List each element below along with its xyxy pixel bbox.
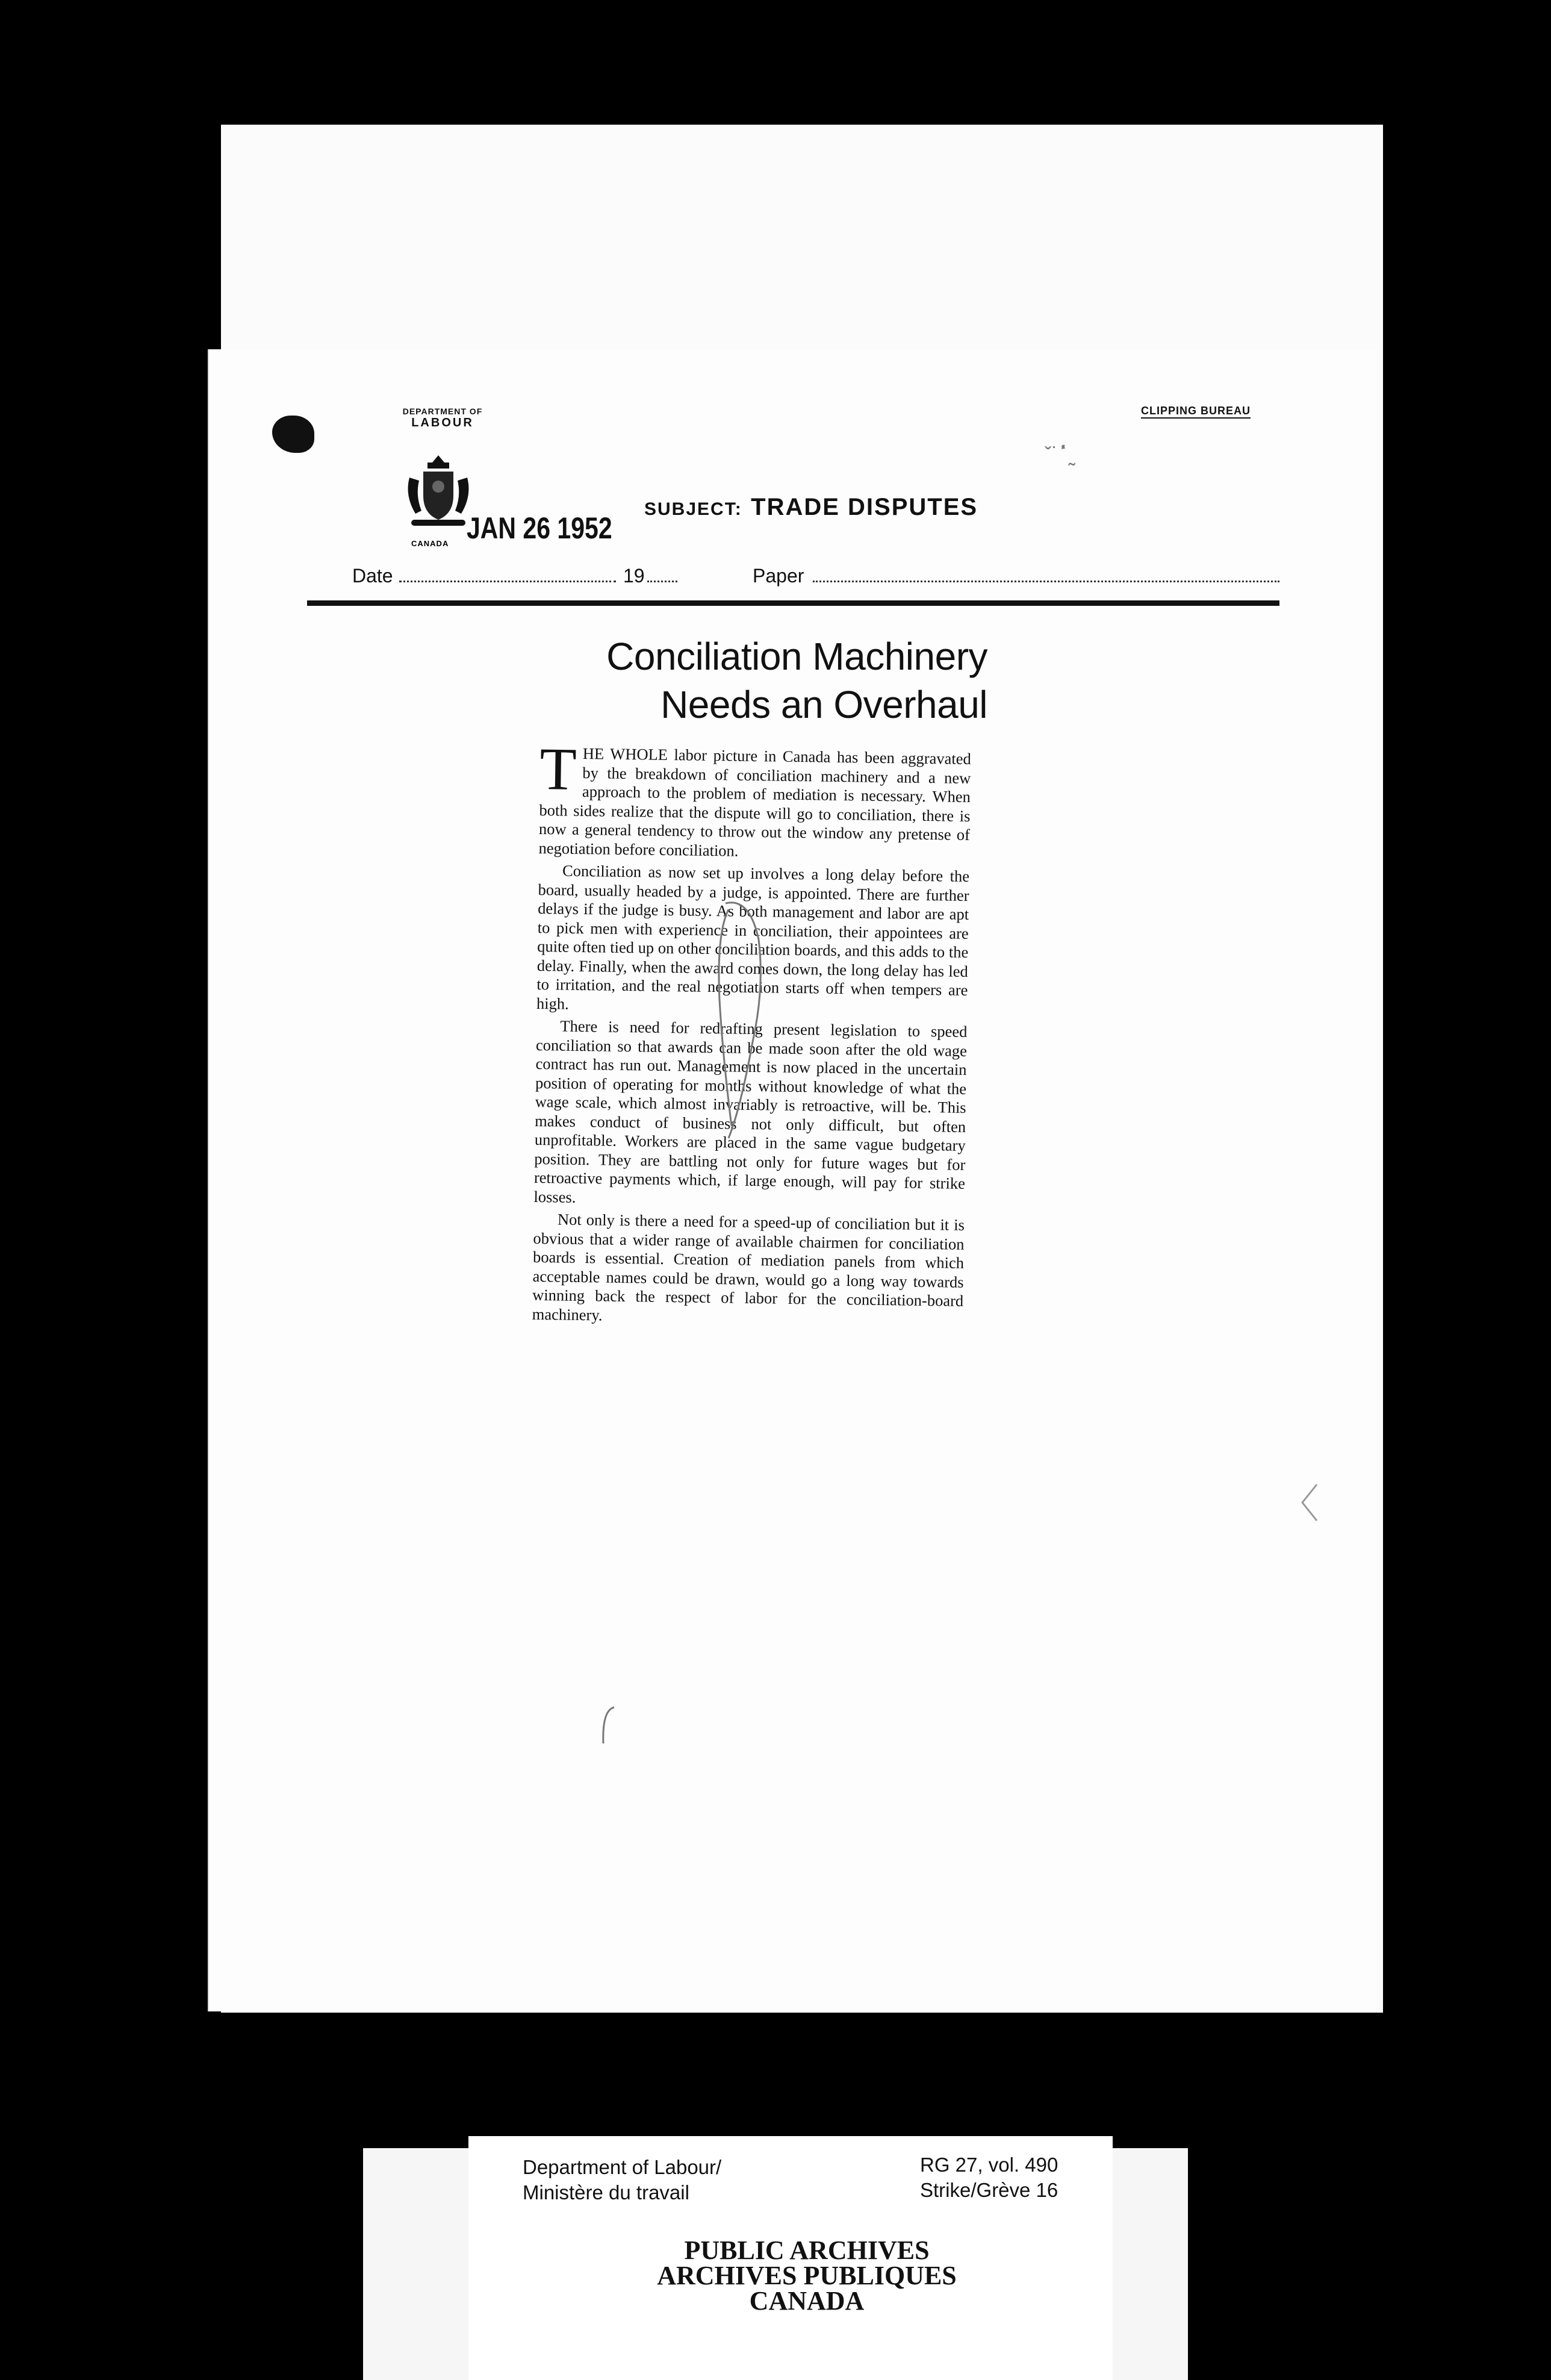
archive-reference bbox=[920, 2152, 1058, 2203]
coat-of-arms-icon bbox=[402, 450, 474, 535]
date-stamp: JAN 26 1952 bbox=[467, 511, 612, 545]
subject-label: SUBJECT: bbox=[644, 499, 742, 519]
subject-value: TRADE DISPUTES bbox=[751, 494, 978, 520]
headline-line-2: Needs an Overhaul bbox=[660, 683, 987, 726]
paragraph-3: There is need for redrafting present legislation to speed conciliation so that awards can be made soon after the old wage contract has run out. Management is now placed in the uncertain position of operating for months without knowledge of what the wage scale, which almost invariably is retroactive, will be. This makes conduct of business not only difficult, but often unprofitable. Workers are placed in the same vague budgetary position. They are battling not only for future wages but for retroactive payments which, if large enough, will pay for strike losses. bbox=[533, 1017, 968, 1206]
department-header bbox=[373, 407, 512, 430]
department-french: Ministère du travail bbox=[523, 2181, 689, 2204]
subject-line bbox=[644, 494, 978, 521]
archive-department bbox=[523, 2155, 721, 2205]
headline bbox=[578, 632, 987, 729]
handwritten-mark: ˇ˙˙ٔ˷ bbox=[1045, 443, 1075, 466]
paragraph-2: Conciliation as now set up involves a long delay before the board, usually headed by a judge, is appointed. There are further delays if the judge is busy. As both management and labor are apt to pick men with experience in conciliation, their appointees are quite often tied up on other conciliation boards, and this adds to the delay. Finally, when the award comes down, the long delay has led to irritation, and the real negotiation starts off when tempers are high. bbox=[536, 861, 970, 1013]
date-label: Date bbox=[352, 565, 393, 587]
paragraph-1: THE WHOLE labor picture in Canada has been aggravated by the breakdown of conciliation machinery and a new approach to the problem of mediation is necessary. When both sides realize that the dispute will go to conciliation, there is now a general tendency to throw out the window any pretense of negotiation before conciliation. bbox=[538, 735, 971, 860]
pencil-mark bbox=[1298, 1481, 1322, 1524]
paragraph-4: Not only is there a need for a speed-up of conciliation but it is obvious that a wider range of available chairmen for conciliation boards is essential. Creation of mediation panels from which acceptable names could be drawn, would go a long way towards winning back the respect of labor for the conciliation-board machinery. bbox=[532, 1210, 965, 1324]
paper-label: Paper bbox=[753, 565, 804, 587]
archives-french: ARCHIVES PUBLIQUES bbox=[657, 2261, 957, 2290]
header-rule bbox=[307, 600, 1279, 606]
headline-line-1: Conciliation Machinery bbox=[606, 635, 987, 678]
record-group: RG 27, vol. 490 bbox=[920, 2154, 1058, 2176]
paper-field bbox=[813, 565, 1279, 582]
department-label: DEPARTMENT OF bbox=[402, 407, 483, 416]
clipping-bureau-label: CLIPPING BUREAU bbox=[1141, 405, 1251, 419]
file-number: Strike/Grève 16 bbox=[920, 2179, 1058, 2201]
year-prefix: 19 bbox=[623, 565, 645, 587]
department-name: LABOUR bbox=[411, 416, 474, 429]
date-field bbox=[399, 565, 616, 582]
country-label: CANADA bbox=[411, 539, 449, 548]
archives-english: PUBLIC ARCHIVES bbox=[684, 2235, 930, 2265]
year-field bbox=[647, 565, 677, 582]
archives-name bbox=[542, 2235, 1072, 2316]
pencil-mark bbox=[599, 1704, 617, 1746]
archives-country: CANADA bbox=[749, 2286, 865, 2316]
department-english: Department of Labour/ bbox=[523, 2156, 722, 2178]
drop-cap: T bbox=[539, 735, 577, 803]
pencil-scribble bbox=[683, 897, 810, 1150]
date-paper-row bbox=[352, 565, 1279, 589]
